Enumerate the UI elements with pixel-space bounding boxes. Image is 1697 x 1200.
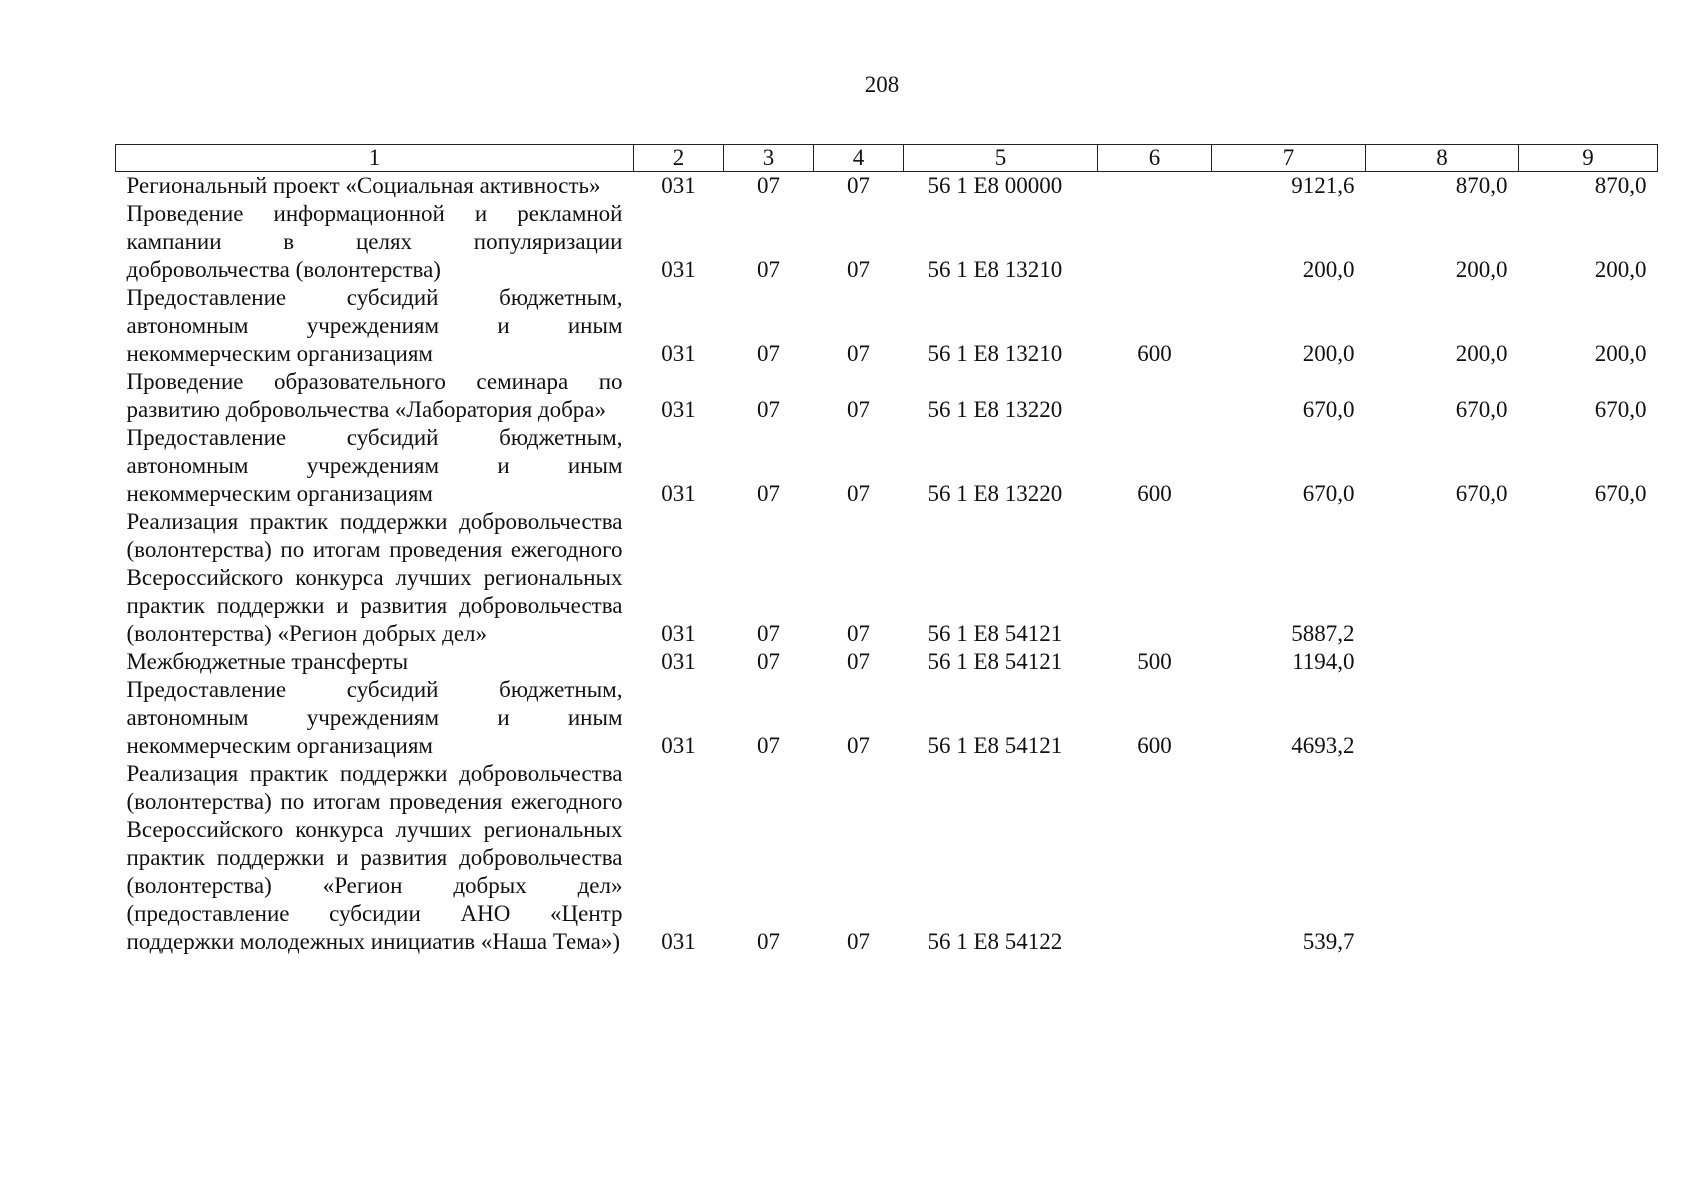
- header-cell: 7: [1212, 145, 1366, 172]
- amount-year-2: [1366, 676, 1519, 760]
- table-row: [116, 760, 1658, 956]
- subsection-code: 07: [847, 257, 870, 282]
- amount-year-2: 200,0: [1455, 341, 1508, 366]
- amount-year-1: 200,0: [1302, 341, 1355, 366]
- expense-type-code: 500: [1137, 649, 1172, 674]
- header-cell: 9: [1519, 145, 1658, 172]
- table-row: [116, 368, 1658, 424]
- expense-type-code: [1098, 200, 1212, 284]
- subsection-code: 07: [847, 173, 870, 198]
- amount-year-1: 4693,2: [1291, 733, 1355, 758]
- expense-type-code: 600: [1137, 341, 1172, 366]
- subsection-code: 07: [847, 481, 870, 506]
- subsection-code: 07: [847, 649, 870, 674]
- row-description: Региональный проект «Социальная активность»: [126, 173, 601, 198]
- expense-type-code: [1098, 368, 1212, 424]
- amount-year-3: [1519, 648, 1658, 676]
- table-row: [116, 200, 1658, 284]
- amount-year-2: [1366, 508, 1519, 648]
- ministry-code: 031: [661, 397, 696, 422]
- amount-year-1: 5887,2: [1291, 621, 1355, 646]
- section-code: 07: [757, 481, 780, 506]
- budget-table: [115, 144, 1658, 956]
- header-cell: 1: [116, 145, 634, 172]
- subsection-code: 07: [847, 733, 870, 758]
- subsection-code: 07: [847, 929, 870, 954]
- row-description: Проведение информационной и рекламной кампании в целях популяризации добровольчества (волонтерства): [126, 201, 623, 282]
- table-row: [116, 676, 1658, 760]
- ministry-code: 031: [661, 481, 696, 506]
- amount-year-3: [1519, 760, 1658, 956]
- target-article-code: 56 1 E8 13210: [927, 341, 1063, 366]
- amount-year-3: 870,0: [1594, 173, 1647, 198]
- amount-year-3: 200,0: [1594, 257, 1647, 282]
- expense-type-code: [1098, 508, 1212, 648]
- header-cell: 5: [904, 145, 1098, 172]
- amount-year-1: 670,0: [1302, 397, 1355, 422]
- row-description: Предоставление субсидий бюджетным, автономным учреждениям и иным некоммерческим организациям: [126, 425, 623, 506]
- amount-year-2: 670,0: [1455, 397, 1508, 422]
- expense-type-code: 600: [1137, 481, 1172, 506]
- table-row: [116, 648, 1658, 676]
- amount-year-1: 200,0: [1302, 257, 1355, 282]
- target-article-code: 56 1 E8 54121: [927, 733, 1063, 758]
- target-article-code: 56 1 E8 54122: [927, 929, 1063, 954]
- header-row: [116, 145, 1658, 172]
- header-cell: 3: [724, 145, 814, 172]
- header-cell: 8: [1366, 145, 1519, 172]
- ministry-code: 031: [661, 649, 696, 674]
- section-code: 07: [757, 173, 780, 198]
- section-code: 07: [757, 929, 780, 954]
- ministry-code: 031: [661, 621, 696, 646]
- page-number: 208: [864, 72, 900, 97]
- amount-year-3: 200,0: [1594, 341, 1647, 366]
- amount-year-2: 200,0: [1455, 257, 1508, 282]
- amount-year-3: [1519, 508, 1658, 648]
- ministry-code: 031: [661, 173, 696, 198]
- ministry-code: 031: [661, 733, 696, 758]
- section-code: 07: [757, 621, 780, 646]
- table-row: [116, 284, 1658, 368]
- expense-type-code: [1098, 760, 1212, 956]
- target-article-code: 56 1 E8 00000: [927, 173, 1063, 198]
- row-description: Межбюджетные трансферты: [126, 649, 409, 674]
- amount-year-1: 670,0: [1302, 481, 1355, 506]
- target-article-code: 56 1 E8 13220: [927, 397, 1063, 422]
- ministry-code: 031: [661, 929, 696, 954]
- subsection-code: 07: [847, 621, 870, 646]
- amount-year-3: 670,0: [1594, 481, 1647, 506]
- subsection-code: 07: [847, 341, 870, 366]
- target-article-code: 56 1 E8 13220: [927, 481, 1063, 506]
- row-description: Реализация практик поддержки добровольчества (волонтерства) по итогам проведения ежегодного Всероссийского конкурса лучших региональных практик поддержки и развития добровольчества (волонтерства) «Регион добрых дел» (предоставление субсидии АНО «Центр поддержки молодежных инициатив «Наша Тема»): [126, 761, 623, 954]
- amount-year-1: 9121,6: [1291, 173, 1355, 198]
- table-row: [116, 172, 1658, 201]
- amount-year-1: 1194,0: [1292, 649, 1355, 674]
- amount-year-3: 670,0: [1594, 397, 1647, 422]
- target-article-code: 56 1 E8 54121: [927, 649, 1063, 674]
- amount-year-2: [1366, 760, 1519, 956]
- amount-year-2: 870,0: [1455, 173, 1508, 198]
- section-code: 07: [757, 649, 780, 674]
- section-code: 07: [757, 341, 780, 366]
- expense-type-code: [1098, 172, 1212, 201]
- table-row: [116, 424, 1658, 508]
- target-article-code: 56 1 E8 54121: [927, 621, 1063, 646]
- row-description: Предоставление субсидий бюджетным, автономным учреждениям и иным некоммерческим организациям: [126, 677, 623, 758]
- subsection-code: 07: [847, 397, 870, 422]
- amount-year-2: [1366, 648, 1519, 676]
- row-description: Реализация практик поддержки добровольчества (волонтерства) по итогам проведения ежегодного Всероссийского конкурса лучших региональных практик поддержки и развития добровольчества (волонтерства) «Регион добрых дел»: [126, 509, 623, 646]
- section-code: 07: [757, 733, 780, 758]
- section-code: 07: [757, 397, 780, 422]
- header-cell: 6: [1098, 145, 1212, 172]
- row-description: Проведение образовательного семинара по развитию добровольчества «Лаборатория добра»: [126, 369, 623, 422]
- section-code: 07: [757, 257, 780, 282]
- table-row: [116, 508, 1658, 648]
- ministry-code: 031: [661, 341, 696, 366]
- header-cell: 2: [634, 145, 724, 172]
- ministry-code: 031: [661, 257, 696, 282]
- expense-type-code: 600: [1137, 733, 1172, 758]
- target-article-code: 56 1 E8 13210: [927, 257, 1063, 282]
- header-cell: 4: [814, 145, 904, 172]
- amount-year-1: 539,7: [1302, 929, 1355, 954]
- row-description: Предоставление субсидий бюджетным, автономным учреждениям и иным некоммерческим организациям: [126, 285, 623, 366]
- amount-year-3: [1519, 676, 1658, 760]
- amount-year-2: 670,0: [1455, 481, 1508, 506]
